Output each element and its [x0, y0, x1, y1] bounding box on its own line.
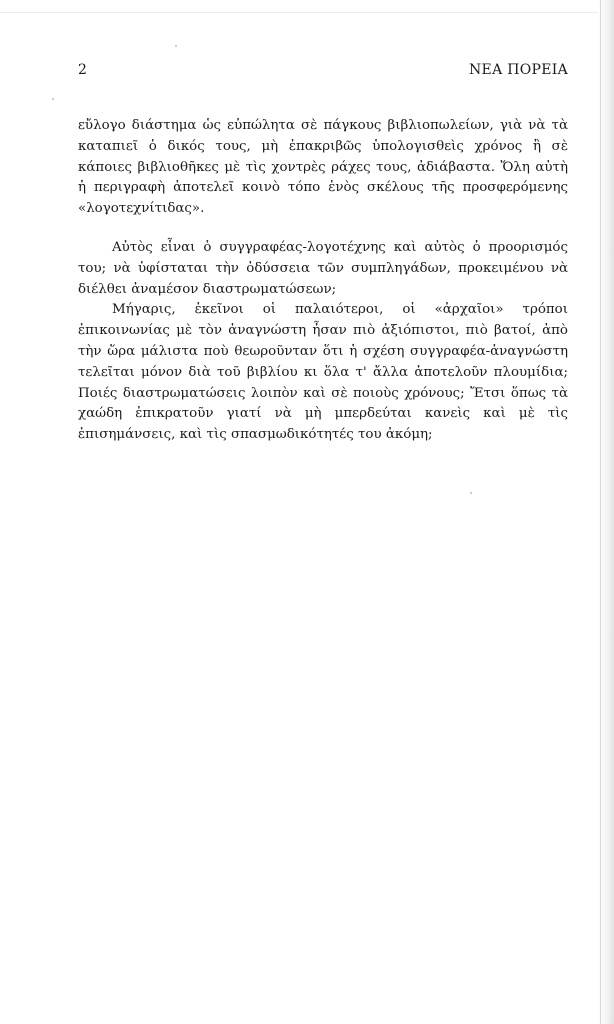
body-text — [78, 116, 568, 446]
page-edge-line — [600, 0, 601, 1024]
running-title: ΝΕΑ ΠΟΡΕΙΑ — [469, 62, 568, 78]
dust-speck — [175, 45, 177, 47]
page-number: 2 — [78, 62, 88, 78]
paragraph-continuation: εὔλογο διάστημα ὡς εὐπώλητα σὲ πάγκους βιβλιοπωλείων, γιὰ νὰ τὰ καταπιεῖ ὁ δικός τους, μὴ ἐπακριβῶς ὑπολογισθεὶς χρόνος ἢ σὲ κάποιες βιβλιοθῆκες μὲ τὶς χοντρὲς ράχες τους, ἀδιάβαστα. Ὅλη αὐτὴ ἡ περιγραφὴ ἀποτελεῖ κοινὸ τόπο ἑνὸς σκέλους τῆς προσφερόμενης «λογοτεχνίτιδας». — [78, 118, 568, 217]
paragraph-author-destiny: Αὐτὸς εἶναι ὁ συγγραφέας-λογοτέχνης καὶ αὐτὸς ὁ προορισμός του; νὰ ὑφίσταται τὴν ὀδύσσεια τῶν συμπληγάδων, προκειμένου νὰ διέλθει ἀναμέσον διαστρωματώσεων; — [78, 239, 568, 297]
running-header — [78, 62, 568, 82]
page-top-rule — [0, 12, 598, 13]
dust-speck — [52, 98, 54, 100]
paragraph-old-ways: Μήγαρις, ἐκεῖνοι οἱ παλαιότεροι, οἱ «ἀρχαῖοι» τρόποι ἐπικοινωνίας μὲ τὸν ἀναγνώστη ἦσαν πιὸ ἀξιόπιστοι, πιὸ βατοί, ἀπὸ τὴν ὥρα μάλιστα ποὺ θεωροῦνταν ὅτι ἡ σχέση συγγραφέα-ἀναγνώστη τελεῖται μόνον διὰ τοῦ βιβλίου κι ὅλα τ' ἄλλα ἀποτελοῦν πλουμίδια; Ποιές διαστρωματώσεις λοιπὸν καὶ σὲ ποιοὺς χρόνους; Ἔτσι ὅπως τὰ χαώδη ἐπικρατοῦν γιατί νὰ μὴ μπερδεύται κανεὶς καὶ μὲ τὶς ἐπισημάνσεις, καὶ τὶς σπασμωδικότητές του ἀκόμη; — [78, 302, 568, 443]
dust-speck — [470, 492, 472, 494]
